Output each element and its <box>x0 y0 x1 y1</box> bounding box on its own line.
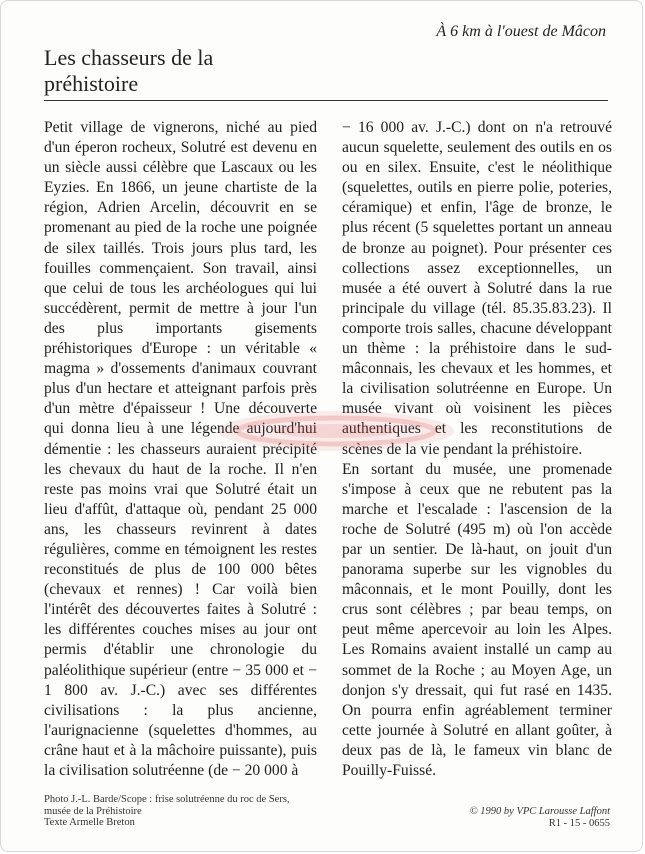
reference-code: R1 - 15 - 0655 <box>548 818 610 829</box>
photo-credits <box>44 794 344 829</box>
body-paragraph: Petit village de vignerons, niché au pied d'un éperon rocheux, Solutré est devenu en un siècle aussi célèbre que Lascaux ou les Eyzies. En 1866, un jeune chartiste de la région, Adrien Arcelin, découvrit en se promenant au pied de la roche une poignée de silex taillés. Trois jours plus tard, les fouilles commençaient. Son travail, ainsi que celui de tous les archéologues qui lui succédèrent, permit de mettre à jour l'un des plus importants gisements préhistoriques d'Europe : un véritable « magma » d'ossements d'animaux couvrant plus d'un hectare et atteignant parfois près d'un mètre d'épaisseur ! Une découverte qui donna lieu à une légende aujourd'hui démentie : les chasseurs auraient précipité les chevaux du haut de la roche. Il n'en reste pas moins vrai que Solutré était un lieu d'affût, d'attaque où, pendant 25 000 ans, les chasseurs revinrent à dates régulières, comme en témoignent les restes reconstitués de plus de 100 000 bêtes (chevaux et rennes) ! Car voilà bien l'intérêt des découvertes faites à Solutré : les différentes couches mises au jour ont permis d'établir une chronologie du paléolithique supérieur (entre − 35 000 et − 1 800 av. J.-C.) avec ses différentes civilisations : la plus ancienne, l'aurignacienne (squelettes d'hommes, au crâne haut et à la mâchoire puissante), puis la civilisation solutréenne (de − 20 000 à <box>44 119 317 779</box>
credit-line: Texte Armelle Breton <box>44 817 135 828</box>
card-title: Les chasseurs de la préhistoire <box>44 45 214 96</box>
text-column-left <box>44 118 317 781</box>
copyright-block <box>470 806 610 830</box>
credit-line: musée de la Préhistoire <box>44 805 142 817</box>
title-divider <box>44 100 608 101</box>
body-paragraph: En sortant du musée, une promenade s'impose à ceux que ne rebutent pas la marche et l'escalade : l'ascension de la roche de Solutré (495 m) où l'on accède par un sentier. De là-haut, on jouit d'un panorama superbe sur les vignobles du mâconnais, et le mont Pouilly, dont les crus sont célèbres ; par beau temps, on peut même apercevoir au loin les Alpes. Les Romains avaient installé un camp au sommet de la Roche ; au Moyen Age, un donjon s'y dressait, qui fut rasé en 1435. On pourra enfin agréablement terminer cette journée à Solutré en allant goûter, à deux pas de là, le fameux vin blanc de Pouilly-Fuissé. <box>342 460 612 779</box>
credit-line: Photo J.-L. Barde/Scope : frise solutréenne du roc de Sers, <box>44 794 290 805</box>
copyright-line: © 1990 by VPC Larousse Laffont <box>469 806 610 817</box>
body-paragraph: − 16 000 av. J.-C.) dont on n'a retrouvé aucun squelette, seulement des outils en os ou en silex. Ensuite, c'est le néolithique (squelettes, outils en pierre polie, poteries, céramique) et enfin, l'âge de bronze, le plus récent (5 squelettes portant un anneau de bronze au poignet). Pour présenter ces collections assez exceptionnelles, un musée a été ouvert à Solutré dans la rue principale du village (tél. 85.35.83.23). Il comporte trois salles, chacune développant un thème : la préhistoire dans le sud-mâconnais, les chevaux et les hommes, et la civilisation solutréenne en Europe. Un musée vivant où voisinent les pièces authentiques et les reconstitutions de scènes de la vie pendant la préhistoire. <box>342 119 612 458</box>
text-column-right <box>342 118 612 781</box>
location-caption: À 6 km à l'ouest de Mâcon <box>436 23 606 40</box>
